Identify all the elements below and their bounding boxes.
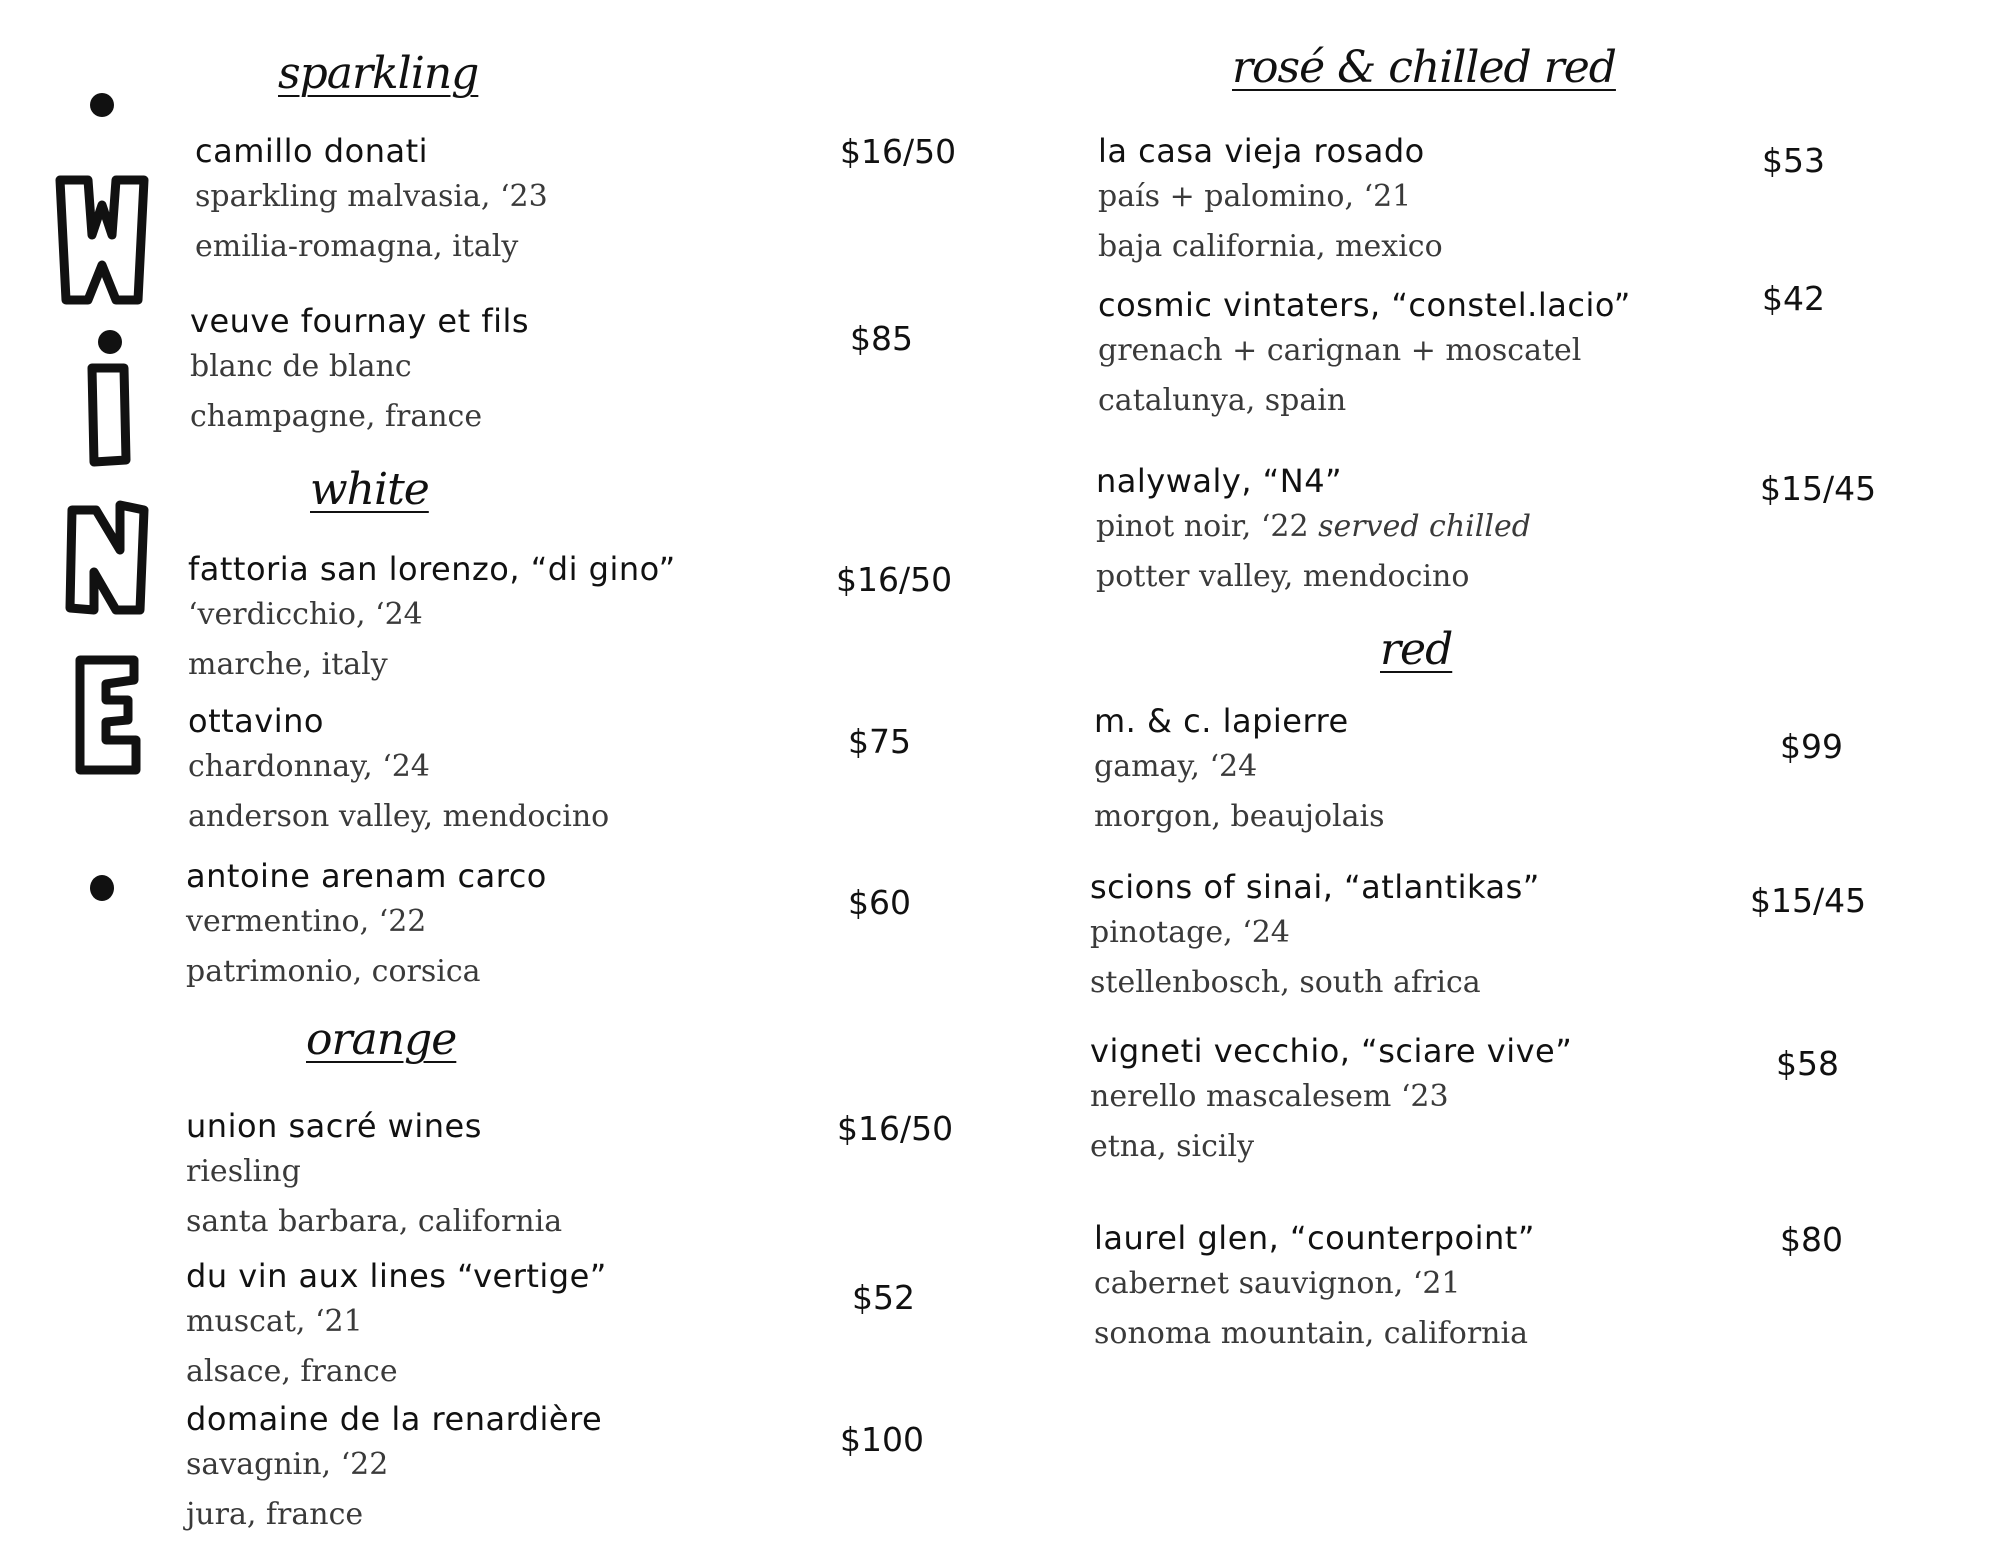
wine-varietal: pinotage, ‘24	[1090, 915, 1290, 950]
wine-varietal	[1096, 502, 1736, 552]
wine-varietal: muscat, ‘21	[186, 1304, 363, 1339]
wine-region: potter valley, mendocino	[1096, 559, 1470, 594]
wine-price: $42	[1762, 279, 1825, 318]
wine-region: santa barbara, california	[186, 1204, 563, 1239]
wine-name: m. & c. lapierre	[1094, 702, 1349, 740]
wine-name: vigneti vecchio, “sciare vive”	[1090, 1032, 1573, 1070]
wine-name: ottavino	[188, 702, 324, 740]
wine-item	[190, 300, 830, 442]
wine-varietal: sparkling malvasia, ‘23	[195, 179, 548, 214]
wine-region: stellenbosch, south africa	[1090, 965, 1481, 1000]
wine-region: champagne, france	[190, 399, 483, 434]
wine-item	[186, 1105, 826, 1247]
section-title-white: white	[310, 464, 429, 515]
wine-name: scions of sinai, “atlantikas”	[1090, 868, 1540, 906]
wine-serving-note: served chilled	[1318, 509, 1531, 544]
wine-name: camillo donati	[195, 132, 429, 170]
wine-item	[1098, 130, 1738, 272]
wine-item	[1090, 1030, 1730, 1172]
wine-name: du vin aux lines “vertige”	[186, 1257, 607, 1295]
wine-item	[1094, 700, 1734, 842]
wine-price: $16/50	[837, 1109, 954, 1148]
wine-title-graphic	[40, 80, 170, 980]
wine-item	[1098, 284, 1738, 426]
wine-varietal: cabernet sauvignon, ‘21	[1094, 1266, 1461, 1301]
wine-varietal: savagnin, ‘22	[186, 1447, 389, 1482]
wine-region: marche, italy	[188, 647, 388, 682]
wine-region: emilia-romagna, italy	[195, 229, 519, 264]
wine-region: alsace, france	[186, 1354, 398, 1389]
wine-region: anderson valley, mendocino	[188, 799, 610, 834]
section-title-rose-chilled-red: rosé & chilled red	[1232, 42, 1616, 93]
wine-name: veuve fournay et fils	[190, 302, 530, 340]
wine-price: $15/45	[1760, 469, 1877, 508]
wine-region: etna, sicily	[1090, 1129, 1255, 1164]
wine-item	[188, 700, 828, 842]
wine-item	[1090, 866, 1730, 1008]
wine-region: sonoma mountain, california	[1094, 1316, 1528, 1351]
wine-price: $16/50	[836, 560, 953, 599]
wine-varietal: blanc de blanc	[190, 349, 412, 384]
wine-price: $75	[848, 722, 911, 761]
wine-item	[195, 130, 835, 272]
wine-varietal: ‘verdicchio, ‘24	[188, 597, 423, 632]
wine-item	[1096, 460, 1736, 602]
wine-name: union sacré wines	[186, 1107, 482, 1145]
wine-item	[1094, 1217, 1734, 1359]
wine-price: $16/50	[840, 132, 957, 171]
section-title-red: red	[1380, 624, 1453, 675]
wine-price: $53	[1762, 141, 1825, 180]
wine-varietal: nerello mascalesem ‘23	[1090, 1079, 1449, 1114]
wine-name: laurel glen, “counterpoint”	[1094, 1219, 1535, 1257]
wine-varietal: vermentino, ‘22	[186, 904, 427, 939]
wine-item	[186, 1255, 826, 1397]
wine-price: $60	[848, 883, 911, 922]
wine-varietal: país + palomino, ‘21	[1098, 179, 1412, 214]
wine-varietal-text: pinot noir, ‘22	[1096, 509, 1309, 544]
wine-name: cosmic vintaters, “constel.lacio”	[1098, 286, 1631, 324]
wine-varietal: riesling	[186, 1154, 301, 1189]
wine-price: $15/45	[1750, 881, 1867, 920]
wine-region: patrimonio, corsica	[186, 954, 481, 989]
wine-region: baja california, mexico	[1098, 229, 1443, 264]
section-title-sparkling: sparkling	[278, 48, 479, 99]
wine-item	[186, 1398, 826, 1540]
wine-name: la casa vieja rosado	[1098, 132, 1425, 170]
vertical-wine-title	[40, 80, 170, 980]
wine-region: morgon, beaujolais	[1094, 799, 1385, 834]
wine-varietal: grenach + carignan + moscatel	[1098, 333, 1582, 368]
wine-region: catalunya, spain	[1098, 383, 1347, 418]
wine-varietal: chardonnay, ‘24	[188, 749, 430, 784]
wine-price: $85	[850, 319, 913, 358]
wine-price: $58	[1776, 1044, 1839, 1083]
wine-price: $99	[1780, 727, 1843, 766]
wine-region: jura, france	[186, 1497, 364, 1532]
wine-name: antoine arenam carco	[186, 857, 547, 895]
wine-price: $80	[1780, 1220, 1843, 1259]
wine-item	[188, 548, 828, 690]
wine-name: domaine de la renardière	[186, 1400, 603, 1438]
section-title-orange: orange	[306, 1014, 457, 1065]
wine-name: nalywaly, “N4”	[1096, 462, 1343, 500]
wine-item	[186, 855, 826, 997]
wine-name: fattoria san lorenzo, “di gino”	[188, 550, 676, 588]
wine-varietal: gamay, ‘24	[1094, 749, 1258, 784]
wine-price: $52	[852, 1278, 915, 1317]
wine-price: $100	[840, 1420, 924, 1459]
